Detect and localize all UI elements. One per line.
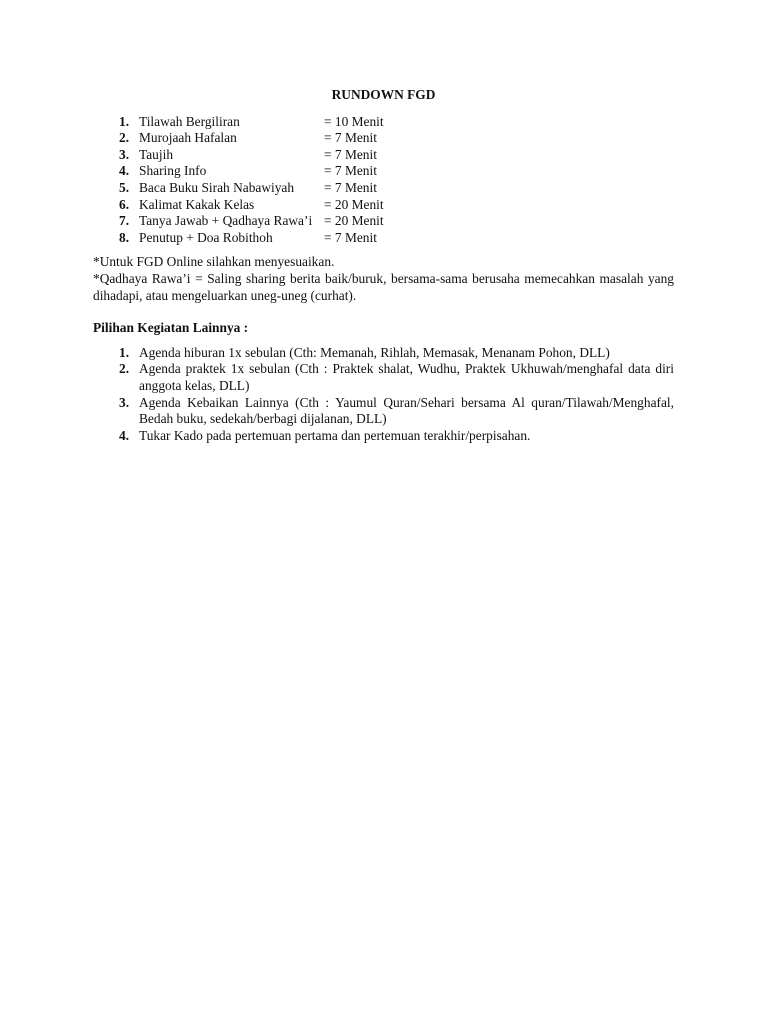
item-text: Agenda praktek 1x sebulan (Cth : Praktek shalat, Wudhu, Praktek Ukhuwah/menghafal data diri anggota kelas, DLL) <box>139 361 674 393</box>
list-item <box>93 395 674 428</box>
list-item <box>93 213 674 230</box>
list-item <box>93 180 674 197</box>
item-duration: = 7 Menit <box>324 179 377 195</box>
list-item <box>93 361 674 394</box>
item-name: Kalimat Kakak Kelas <box>139 196 255 212</box>
other-activities-list <box>93 345 674 445</box>
note-qadhaya: *Qadhaya Rawa’i = Saling sharing berita baik/buruk, bersama-sama berusaha memecahkan masalah yang dihadapi, atau mengeluarkan uneg-uneg (curhat). <box>93 270 674 303</box>
item-number: 8. <box>119 229 130 245</box>
item-number: 1. <box>119 113 130 129</box>
item-duration: = 20 Menit <box>324 213 384 229</box>
item-number: 2. <box>119 130 130 146</box>
list-item <box>93 345 674 362</box>
item-name: Tilawah Bergiliran <box>139 113 240 129</box>
item-duration: = 20 Menit <box>324 196 384 212</box>
document-title: RUNDOWN FGD <box>331 87 436 102</box>
list-item <box>93 197 674 214</box>
item-name: Sharing Info <box>139 163 207 179</box>
list-item <box>93 130 674 147</box>
item-number: 6. <box>119 196 130 212</box>
item-duration: = 10 Menit <box>324 113 384 129</box>
item-name: Murojaah Hafalan <box>139 130 237 146</box>
item-name: Taujih <box>139 146 174 162</box>
notes <box>93 254 674 304</box>
item-number: 4. <box>119 163 130 179</box>
other-activities-heading: Pilihan Kegiatan Lainnya : <box>93 320 249 336</box>
list-item <box>93 147 674 164</box>
item-name: Baca Buku Sirah Nabawiyah <box>139 179 295 195</box>
item-text: Tukar Kado pada pertemuan pertama dan pertemuan terakhir/perpisahan. <box>139 427 531 443</box>
list-item <box>93 163 674 180</box>
item-duration: = 7 Menit <box>324 163 377 179</box>
item-text: Agenda hiburan 1x sebulan (Cth: Memanah, Rihlah, Memasak, Menanam Pohon, DLL) <box>139 344 610 360</box>
item-number: 2. <box>119 361 130 377</box>
item-number: 5. <box>119 179 130 195</box>
rundown-list <box>93 114 674 247</box>
item-duration: = 7 Menit <box>324 229 377 245</box>
item-number: 7. <box>119 213 130 229</box>
item-number: 1. <box>119 344 130 360</box>
item-text: Agenda Kebaikan Lainnya (Cth : Yaumul Quran/Sehari bersama Al quran/Tilawah/Menghafal, Bedah buku, sedekah/berbagi dijalanan, DLL) <box>139 394 674 427</box>
note-online: *Untuk FGD Online silahkan menyesuaikan. <box>93 254 335 270</box>
item-name: Tanya Jawab + Qadhaya Rawa’i <box>139 213 313 229</box>
list-item <box>93 428 674 445</box>
item-duration: = 7 Menit <box>324 146 377 162</box>
document-page <box>93 87 674 444</box>
list-item <box>93 114 674 131</box>
list-item <box>93 230 674 247</box>
item-duration: = 7 Menit <box>324 130 377 146</box>
item-number: 3. <box>119 394 130 410</box>
item-number: 4. <box>119 427 130 443</box>
item-number: 3. <box>119 146 130 162</box>
item-name: Penutup + Doa Robithoh <box>139 229 273 245</box>
